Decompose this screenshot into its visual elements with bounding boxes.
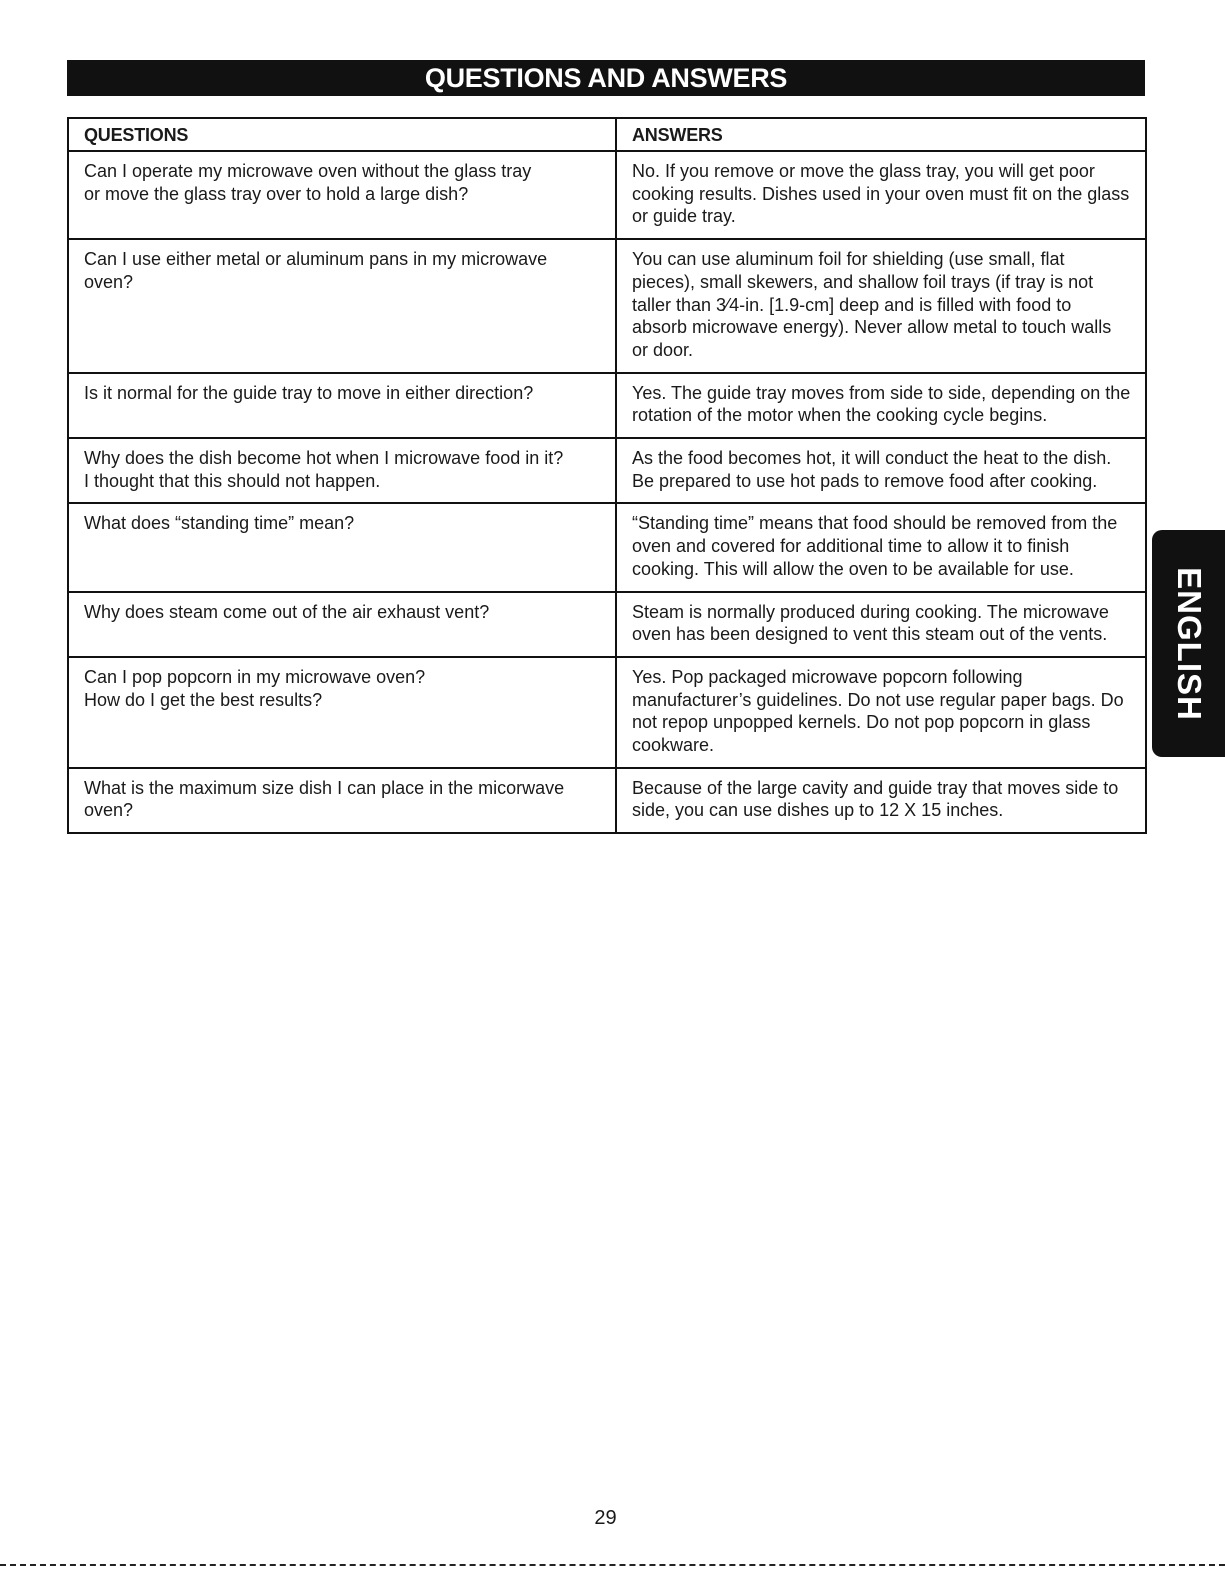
language-tab-label: ENGLISH — [1170, 566, 1208, 721]
answer-cell: Because of the large cavity and guide tray that moves side to side, you can use dishes up to 12 X 15 inches. — [616, 768, 1146, 833]
answer-cell: Yes. Pop packaged microwave popcorn following manufacturer’s guidelines. Do not use regular paper bags. Do not repop unpopped kernels. Do not pop popcorn in glass cookware. — [616, 657, 1146, 768]
question-cell: Why does steam come out of the air exhaust vent? — [68, 592, 616, 657]
table-row — [68, 592, 1146, 657]
questions-column-header: QUESTIONS — [68, 118, 616, 151]
answer-cell: No. If you remove or move the glass tray, you will get poor cooking results. Dishes used in your oven must fit on the glass or guide tray. — [616, 151, 1146, 239]
table-row — [68, 503, 1146, 591]
question-cell: Can I operate my microwave oven without the glass tray or move the glass tray over to hold a large dish? — [68, 151, 616, 239]
table-row — [68, 239, 1146, 373]
table-row — [68, 768, 1146, 833]
language-tab — [1152, 530, 1225, 757]
table-header-row — [68, 118, 1146, 151]
question-cell: What does “standing time” mean? — [68, 503, 616, 591]
answer-cell: Steam is normally produced during cooking. The microwave oven has been designed to vent this steam out of the vents. — [616, 592, 1146, 657]
question-cell: Why does the dish become hot when I microwave food in it? I thought that this should not happen. — [68, 438, 616, 503]
table-row — [68, 373, 1146, 438]
question-cell: Is it normal for the guide tray to move in either direction? — [68, 373, 616, 438]
table-row — [68, 151, 1146, 239]
page-title: QUESTIONS AND ANSWERS — [67, 60, 1145, 96]
table-row — [68, 657, 1146, 768]
qa-table — [67, 117, 1147, 834]
question-cell: Can I use either metal or aluminum pans in my microwave oven? — [68, 239, 616, 373]
answer-cell: You can use aluminum foil for shielding (use small, flat pieces), small skewers, and shallow foil trays (if tray is not taller than 3⁄4-in. [1.9-cm] deep and is filled with food to absorb microwave energy). Never allow metal to touch walls or door. — [616, 239, 1146, 373]
question-cell: What is the maximum size dish I can place in the micorwave oven? — [68, 768, 616, 833]
answer-cell: As the food becomes hot, it will conduct the heat to the dish. Be prepared to use hot pads to remove food after cooking. — [616, 438, 1146, 503]
answer-cell: Yes. The guide tray moves from side to side, depending on the rotation of the motor when the cooking cycle begins. — [616, 373, 1146, 438]
table-row — [68, 438, 1146, 503]
qa-table-body — [68, 151, 1146, 833]
answers-column-header: ANSWERS — [616, 118, 1146, 151]
answer-cell: “Standing time” means that food should be removed from the oven and covered for additional time to allow it to finish cooking. This will allow the oven to be available for use. — [616, 503, 1146, 591]
question-cell: Can I pop popcorn in my microwave oven? How do I get the best results? — [68, 657, 616, 768]
page-number: 29 — [594, 1507, 617, 1529]
bottom-rule — [0, 1564, 1225, 1566]
